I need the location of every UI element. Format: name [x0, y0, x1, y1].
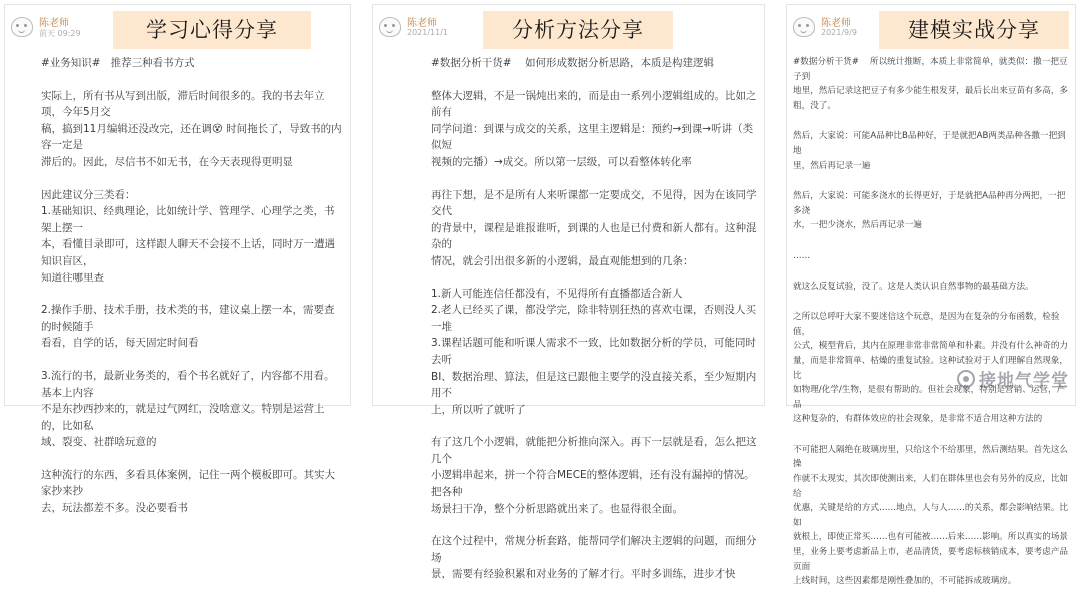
post-body [41, 55, 344, 533]
author-name[interactable]: 陈老师 [821, 18, 851, 29]
post-line: 因此建议分三类看： [41, 188, 136, 201]
post-line: 量，而是非常简单、枯燥的重复试验。这种试验对于人们理解自然现象，比 [793, 355, 1069, 381]
post-line: 里，然后再记录一遍 [793, 160, 871, 171]
post-line: 粗，没了。 [793, 100, 836, 111]
post-line: 视频的完播）→成交。所以第一层级，可以看整体转化率 [431, 155, 692, 168]
post-paragraph [41, 467, 344, 517]
post-line: 水，一把少浇水，然后再记录一遍 [793, 220, 922, 231]
post-line: #业务知识# 推荐三种看书方式 [41, 57, 195, 69]
post-line: 就根上，即使正常买……也有可能被……后来……影响。所以真实的场景 [793, 532, 1069, 543]
post-paragraph [41, 368, 344, 451]
post-paragraph [431, 187, 758, 270]
author-name[interactable]: 陈老师 [407, 18, 437, 29]
post-line: 稿，搞到11月编辑还没改完，还在调😵 时间拖长了，导致书的内容一定是 [41, 122, 342, 152]
post-line: 知道往哪里查 [41, 271, 104, 284]
post-line: 3.流行的书，最新业务类的，看个书名就好了，内容都不用看。基本上内容 [41, 369, 335, 399]
post-time: 2021/9/9 [821, 28, 857, 37]
post-paragraph [41, 187, 344, 287]
post-line: 之所以总呼吁大家不要迷信这个玩意，是因为在复杂的分布函数，检验值， [793, 312, 1060, 337]
author-name[interactable]: 陈老师 [39, 18, 69, 29]
post-paragraph [793, 280, 1069, 295]
post-paragraph [793, 55, 1069, 113]
post-paragraph [793, 249, 1069, 264]
post-line: 在这个过程中，常规分析套路，能帮同学们解决主逻辑的问题，而细分场 [431, 535, 757, 564]
post-line: 这种复杂的，有群体效应的社会现象，是非常不适合用这种方法的 [793, 414, 1043, 425]
post-line: 公式，模型背后，其内在原理非常非常简单和朴素。并没有什么神奇的力 [793, 341, 1069, 352]
post-paragraph [793, 129, 1069, 173]
post-body [793, 55, 1069, 605]
post-line: 上线时间，这些因素都是刚性叠加的，不可能拆成玻璃房。 [793, 576, 1017, 587]
post-body [431, 55, 758, 599]
post-card-analysis [372, 4, 765, 581]
post-line: 1.新人可能连信任都没有，不见得所有直播都适合新人 [431, 287, 683, 300]
post-line: 实际上，所有书从写到出版，滞后时间很多的。我的书去年立项，今年5月交 [41, 89, 325, 119]
post-line: 上，所以听了就听了 [431, 403, 526, 416]
post-line: 这种流行的东西，多看具体案例，记住一两个模板即可。其实大家抄来抄 [41, 468, 335, 498]
post-line: 就这么反复试验，没了。这是人类认识自然事物的最基础方法。 [793, 281, 1034, 292]
avatar[interactable] [379, 17, 401, 37]
post-card-study [4, 4, 351, 515]
post-card-modeling [786, 4, 1076, 587]
post-line: 的背景中，课程是谁报谁听，到课的人也是已付费和新人都有。这种混杂的 [431, 221, 757, 251]
post-time: 2021/11/1 [407, 28, 449, 37]
post-line: 整体大逻辑，不是一锅炖出来的，而是由一系列小逻辑组成的。比如之前有 [431, 89, 757, 119]
post-line: 小逻辑串起来，拼一个符合MECE的整体逻辑，还有没有漏掉的情况。把各种 [431, 469, 755, 499]
post-line: 1.基础知识、经典理论，比如统计学、管理学、心理学之类，书架上摆一 [41, 205, 335, 234]
avatar[interactable] [793, 17, 815, 37]
post-line: …… [793, 250, 811, 261]
panel-title: 分析方法分享 [483, 11, 673, 49]
post-time: 前天 09:29 [39, 29, 81, 38]
post-line: 如物理/化学/生物，是很有帮助的。但社会现象，特别是营销、运营，产品 [793, 385, 1066, 410]
post-line: 情况，就会引出很多新的小逻辑，最直观能想到的几条： [431, 254, 694, 267]
post-line: 滞后的。因此，尽信书不如无书，在今天表现得更明显 [41, 155, 293, 168]
post-line: 2.老人已经买了课，都没学完，除非特别狂热的喜欢屯课，否则没人买一堆 [431, 304, 757, 333]
post-line: #数据分析干货# 如何形成数据分析思路，本质是构建逻辑 [431, 57, 714, 69]
post-line: 不是东抄西抄来的，就是过气网红，没啥意义。特别是运营上的，比如私 [41, 403, 325, 432]
post-paragraph [41, 88, 344, 171]
post-line: 不可能把人隔绝在玻璃房里，只给这个不给那里，然后测结果。首先这么操 [793, 444, 1069, 470]
watermark-text: 接地气学堂 [979, 371, 1069, 391]
post-line: 景，需要有经验积累和对业务的了解才行。平时多训练，进步才快 [431, 568, 736, 581]
post-line: 里，业务上要考虑新品上市，老品清货，要考虑标核销成本，要考虑产品页面 [793, 547, 1069, 572]
post-paragraph [431, 55, 758, 72]
post-paragraph [793, 189, 1069, 233]
post-paragraph [431, 434, 758, 517]
watermark [957, 366, 1069, 391]
post-line: #数据分析干货# 所以统计推断，本质上非常简单，就类似：撒一把豆子到 [793, 57, 1068, 82]
post-paragraph [431, 533, 758, 583]
post-line: 优惠，关键是给的方式……地点，人与人……的关系，都会影响结果。比如 [793, 503, 1069, 528]
post-paragraph [431, 286, 758, 419]
post-paragraph [793, 443, 1069, 589]
post-paragraph [41, 55, 344, 72]
post-line: 有了这几个小逻辑，就能把分析推向深入。再下一层就是看，怎么把这几个 [431, 436, 757, 465]
post-line: BI、数据治理、算法，但是这已跟他主要学的没直接关系，至少短期内用不 [431, 370, 757, 400]
post-line: 然后，大家说：可能多浇水的长得更好，于是就把A品种再分两把，一把多浇 [793, 191, 1066, 216]
post-paragraph [431, 88, 758, 171]
avatar[interactable] [11, 17, 33, 37]
post-line: 场景扫干净，整个分析思路就出来了。也显得很全面。 [431, 502, 683, 515]
post-line: 然后，大家说：可能A品种比B品种好，于是就把AB两类品种各撒一把到地 [793, 131, 1066, 156]
post-line: 地里，然后记录这把豆子有多少能生根发芽，最后长出来豆苗有多高，多 [793, 86, 1069, 97]
post-line: 去，玩法都差不多。没必要看书 [41, 502, 188, 515]
post-line: 看看，自学的话，每天固定时间看 [41, 337, 199, 350]
post-paragraph [41, 302, 344, 352]
post-line: 域、裂变、社群啥玩意的 [41, 436, 157, 449]
post-line: 2.操作手册、技术手册，技术类的书，建议桌上摆一本，需要查的时候随手 [41, 304, 335, 333]
panel-title: 建模实战分享 [879, 11, 1069, 49]
post-line: 作就不太现实，其次即使测出来，人们在群体里也会有另外的反应，比如给 [793, 474, 1069, 499]
post-line: 再往下想，是不是所有人来听课都一定要成交，不见得，因为在该同学交代 [431, 188, 757, 218]
post-line: 3.课程话题可能和听课人需求不一致，比如数据分析的学员，可能同时去听 [431, 337, 757, 366]
watermark-logo-icon [957, 370, 975, 388]
post-line: 本，看懂目录即可，这样跟人聊天不会接不上话，同时万一遭遇知识盲区， [41, 238, 335, 267]
panel-title: 学习心得分享 [113, 11, 311, 49]
post-line: 同学问道：到课与成交的关系，这里主逻辑是：预约→到课→听讲（类似短 [431, 122, 754, 152]
